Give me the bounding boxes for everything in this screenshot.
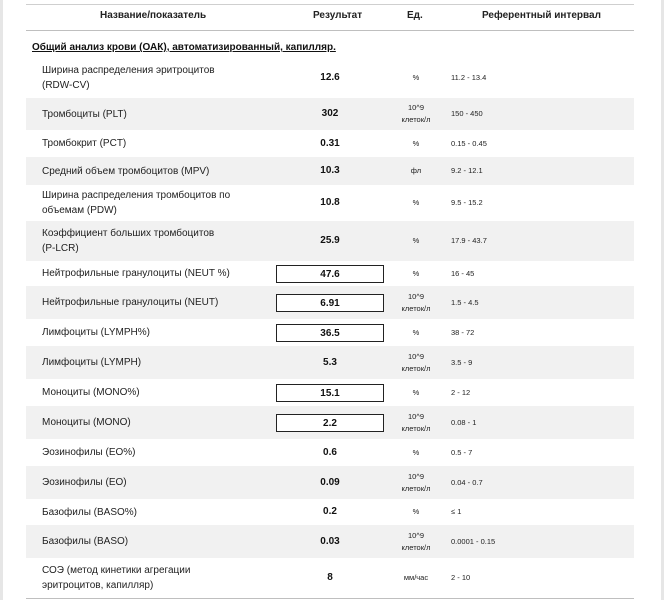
- table-row: [26, 185, 634, 221]
- header-reference: Референтный интервал: [482, 10, 601, 21]
- table-row: [26, 157, 634, 185]
- result-unit: %: [412, 236, 420, 245]
- result-value: 5.3: [323, 357, 337, 368]
- table-row: [26, 58, 634, 98]
- result-value: 12.6: [320, 72, 340, 83]
- result-value: 0.03: [320, 536, 340, 547]
- bottom-divider: [26, 598, 634, 599]
- table-row: [26, 406, 634, 439]
- table-row: [26, 221, 634, 261]
- result-unit: 10^9 клеток/л: [401, 472, 431, 493]
- test-name: Эозинофилы (EO%): [42, 447, 136, 458]
- result-value: 0.6: [323, 447, 337, 458]
- test-name: Ширина распределения эритроцитов (RDW-CV): [42, 65, 215, 91]
- reference-range: 16 - 45: [451, 269, 475, 278]
- reference-range: 2 - 12: [451, 388, 471, 397]
- test-name: Нейтрофильные гранулоциты (NEUT %): [42, 268, 230, 279]
- reference-range: 2 - 10: [451, 573, 471, 582]
- result-unit: мм/час: [403, 573, 429, 582]
- result-unit: 10^9 клеток/л: [401, 103, 431, 124]
- result-unit: %: [412, 388, 420, 397]
- reference-range: 1.5 - 4.5: [451, 298, 479, 307]
- test-name: Тромбоциты (PLT): [42, 109, 127, 120]
- reference-range: 0.04 - 0.7: [451, 478, 483, 487]
- result-value: 8: [327, 572, 333, 583]
- table-row: [26, 286, 634, 319]
- result-unit: %: [412, 198, 420, 207]
- reference-range: 9.2 - 12.1: [451, 166, 483, 175]
- header-unit: Ед.: [407, 10, 423, 21]
- result-unit: 10^9 клеток/л: [401, 292, 431, 313]
- result-value-flagged: 36.5: [276, 324, 384, 342]
- test-name: Ширина распределения тромбоцитов по объемам (PDW): [42, 190, 231, 216]
- top-divider: [26, 0, 634, 5]
- table-row: [26, 261, 634, 286]
- result-unit: 10^9 клеток/л: [401, 352, 431, 373]
- header-result: Результат: [313, 10, 363, 21]
- result-value-flagged: 6.91: [276, 294, 384, 312]
- table-row: [26, 130, 634, 157]
- result-unit: %: [412, 507, 420, 516]
- reference-range: 3.5 - 9: [451, 358, 473, 367]
- test-name: Нейтрофильные гранулоциты (NEUT): [42, 297, 219, 308]
- table-row: [26, 98, 634, 130]
- table-row: [26, 466, 634, 499]
- section-title: Общий анализ крови (ОАК), автоматизированный, капилляр.: [32, 42, 336, 53]
- result-value-flagged: 2.2: [276, 414, 384, 432]
- result-unit: 10^9 клеток/л: [401, 412, 431, 433]
- table-row: [26, 346, 634, 379]
- test-name: Базофилы (BASO%): [42, 507, 137, 518]
- result-value: 25.9: [320, 235, 340, 246]
- result-value: 10.8: [320, 197, 340, 208]
- result-unit: %: [412, 448, 420, 457]
- result-unit: %: [412, 269, 420, 278]
- result-unit: %: [412, 328, 420, 337]
- result-unit: %: [412, 139, 420, 148]
- result-value-flagged: 47.6: [276, 265, 384, 283]
- result-value: 0.2: [323, 506, 337, 517]
- test-name: Базофилы (BASO): [42, 536, 129, 547]
- header-divider: [26, 30, 634, 31]
- page-left-edge: [0, 0, 3, 600]
- reference-range: 150 - 450: [451, 109, 483, 118]
- table-row: [26, 558, 634, 598]
- reference-range: 0.15 - 0.45: [451, 139, 487, 148]
- result-value: 0.09: [320, 477, 340, 488]
- test-name: СОЭ (метод кинетики агрегации эритроцитов, капилляр): [42, 565, 191, 591]
- reference-range: 17.9 - 43.7: [451, 236, 487, 245]
- test-name: Средний объем тромбоцитов (MPV): [42, 166, 210, 177]
- result-value: 0.31: [320, 138, 340, 149]
- test-name: Моноциты (MONO%): [42, 387, 140, 398]
- reference-range: 0.5 - 7: [451, 448, 473, 457]
- table-row: [26, 379, 634, 406]
- reference-range: 9.5 - 15.2: [451, 198, 483, 207]
- reference-range: 0.08 - 1: [451, 418, 477, 427]
- result-value-flagged: 15.1: [276, 384, 384, 402]
- reference-range: 38 - 72: [451, 328, 475, 337]
- result-unit: 10^9 клеток/л: [401, 531, 431, 552]
- test-name: Эозинофилы (EO): [42, 477, 127, 488]
- test-name: Тромбокрит (PCT): [42, 138, 127, 149]
- reference-range: ≤ 1: [451, 507, 462, 516]
- result-value: 302: [321, 108, 339, 119]
- test-name: Коэффициент больших тромбоцитов (P-LCR): [42, 228, 215, 254]
- header-name: Название/показатель: [100, 10, 207, 21]
- table-row: [26, 499, 634, 525]
- reference-range: 0.0001 - 0.15: [451, 537, 496, 546]
- result-unit: %: [412, 73, 420, 82]
- test-name: Моноциты (MONO): [42, 417, 131, 428]
- result-unit: фл: [410, 166, 422, 175]
- test-name: Лимфоциты (LYMPH%): [42, 327, 150, 338]
- table-row: [26, 439, 634, 466]
- table-row: [26, 525, 634, 558]
- test-name: Лимфоциты (LYMPH): [42, 357, 142, 368]
- result-value: 10.3: [320, 165, 340, 176]
- reference-range: 11.2 - 13.4: [451, 73, 487, 82]
- table-row: [26, 319, 634, 346]
